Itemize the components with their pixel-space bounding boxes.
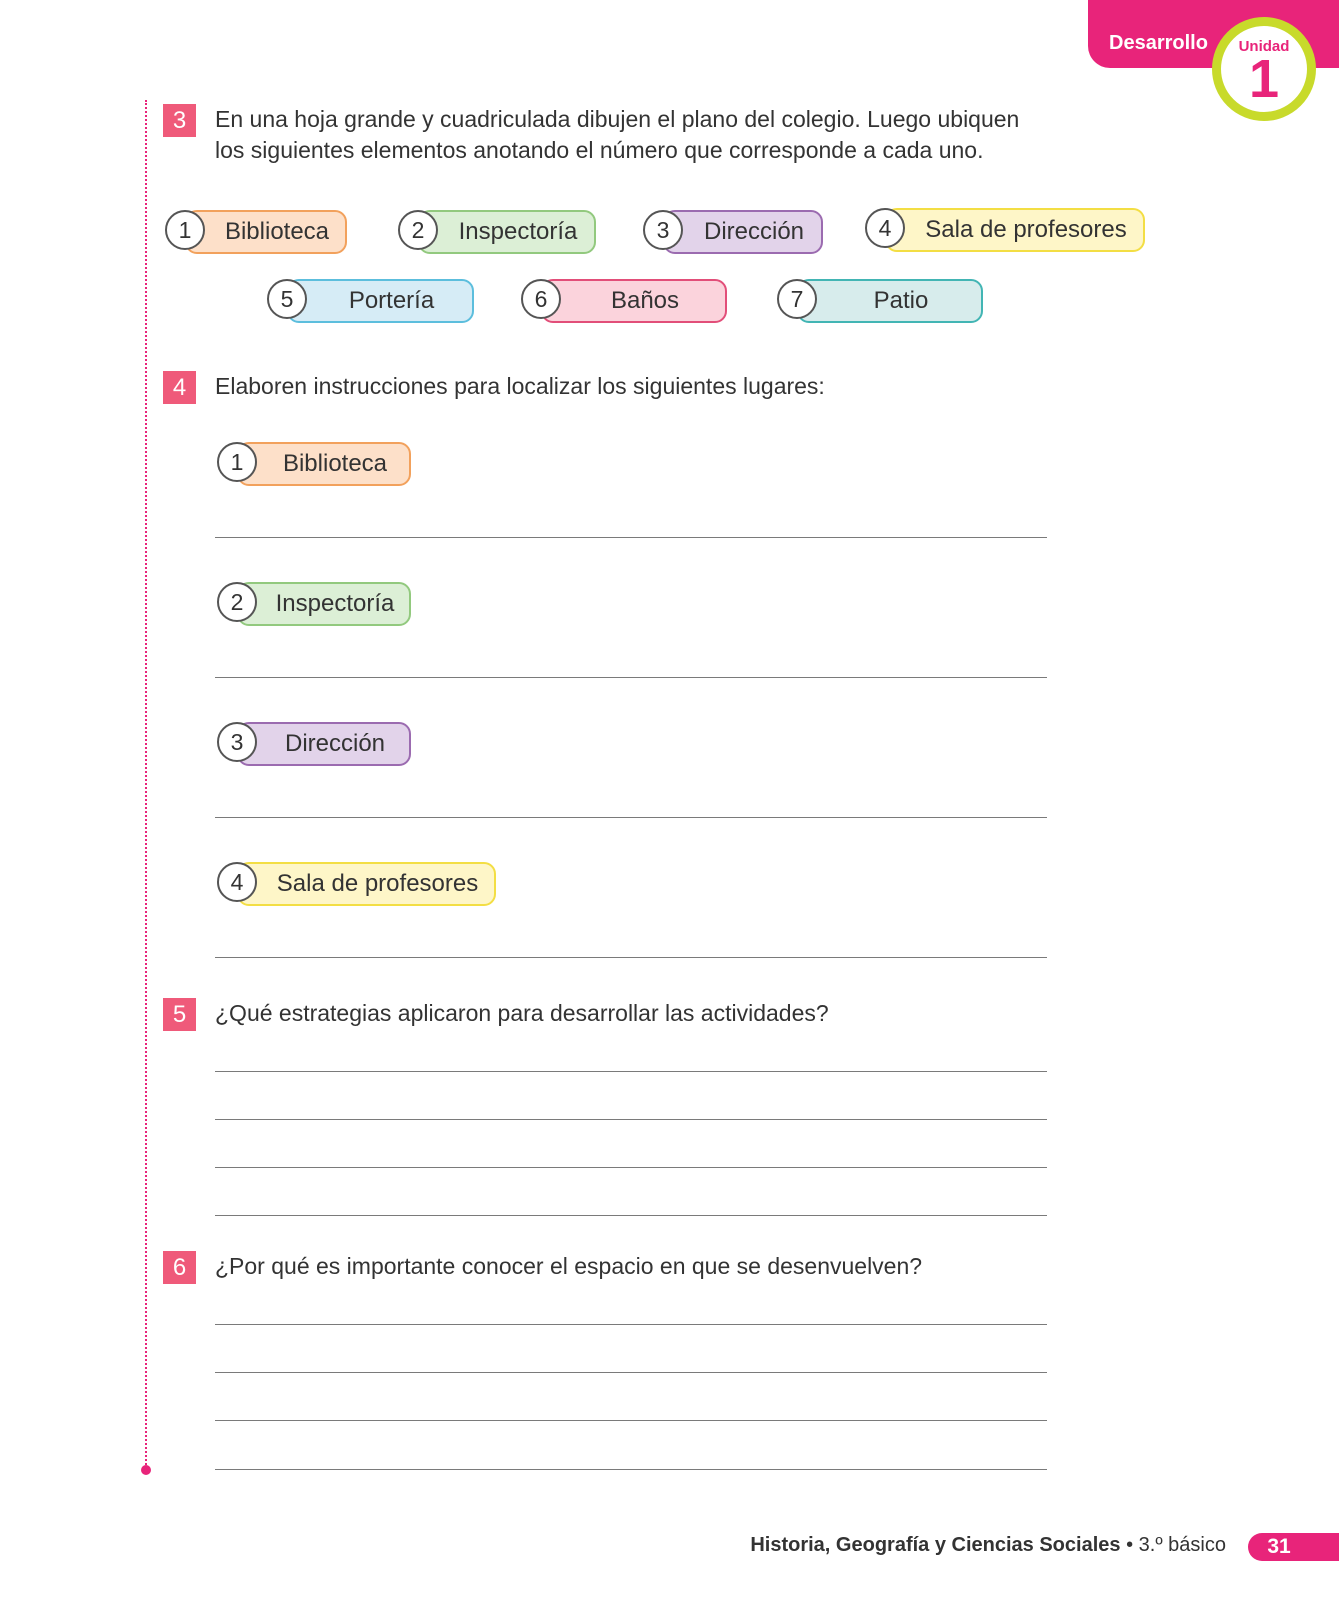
- answer-line[interactable]: [215, 957, 1047, 958]
- unit-number: 1: [1248, 49, 1280, 109]
- margin-end-dot: [141, 1465, 151, 1475]
- label-direccion: [656, 210, 823, 254]
- label-text: Dirección: [284, 730, 386, 757]
- label-text: Inspectoría: [275, 590, 395, 617]
- label-patio: [790, 279, 983, 323]
- section-label: Desarrollo: [1109, 32, 1208, 54]
- answer-line[interactable]: [215, 1324, 1047, 1325]
- place-inspectoria: [230, 582, 411, 626]
- answer-line[interactable]: [215, 1167, 1047, 1168]
- label-number: 1: [165, 210, 205, 250]
- place-direccion: [230, 722, 411, 766]
- label-inspectoria: [411, 210, 596, 254]
- activity-5-number: 5: [163, 998, 196, 1031]
- footer-separator: •: [1126, 1534, 1134, 1556]
- label-text: Sala de profesores: [276, 870, 479, 897]
- label-text: Biblioteca: [224, 218, 330, 245]
- label-number: 2: [217, 582, 257, 622]
- label-number: 4: [865, 208, 905, 248]
- label-number: 3: [643, 210, 683, 250]
- label-text: Patio: [873, 287, 929, 314]
- label-number: 2: [398, 210, 438, 250]
- place-sala-de-profesores: [230, 862, 496, 906]
- label-text: Biblioteca: [282, 450, 388, 477]
- label-text: Baños: [610, 287, 680, 314]
- answer-line[interactable]: [215, 1372, 1047, 1373]
- label-banos: [534, 279, 727, 323]
- answer-line[interactable]: [215, 537, 1047, 538]
- activity-6-number: 6: [163, 1251, 196, 1284]
- answer-line[interactable]: [215, 677, 1047, 678]
- activity-4-text: Elaboren instrucciones para localizar los siguientes lugares:: [215, 373, 825, 399]
- label-sala-de-profesores: [878, 208, 1145, 252]
- label-number: 6: [521, 279, 561, 319]
- place-biblioteca: [230, 442, 411, 486]
- label-porteria: [280, 279, 474, 323]
- answer-line[interactable]: [215, 1119, 1047, 1120]
- answer-line[interactable]: [215, 1420, 1047, 1421]
- label-text: Portería: [348, 287, 435, 314]
- activity-3-text-line2: los siguientes elementos anotando el número que corresponde a cada uno.: [215, 137, 984, 163]
- footer-text: [750, 1534, 1226, 1557]
- label-text: Sala de profesores: [925, 216, 1127, 243]
- label-number: 3: [217, 722, 257, 762]
- margin-dotted-line: [145, 100, 147, 1468]
- answer-line[interactable]: [215, 1469, 1047, 1470]
- page-number-tab: [1248, 1533, 1339, 1561]
- unit-label: Unidad: [1238, 38, 1290, 55]
- page-number: 31: [1267, 1535, 1291, 1558]
- label-text: Dirección: [703, 218, 805, 245]
- footer-grade: 3.º básico: [1138, 1534, 1226, 1556]
- activity-4-number: 4: [163, 371, 196, 404]
- label-number: 7: [777, 279, 817, 319]
- answer-line[interactable]: [215, 1071, 1047, 1072]
- activity-3-text-line1: En una hoja grande y cuadriculada dibujen el plano del colegio. Luego ubiquen: [215, 106, 1020, 132]
- label-text: Inspectoría: [458, 218, 578, 245]
- answer-line[interactable]: [215, 1215, 1047, 1216]
- footer-subject: Historia, Geografía y Ciencias Sociales: [750, 1534, 1121, 1556]
- activity-5-text: ¿Qué estrategias aplicaron para desarrollar las actividades?: [215, 1000, 829, 1026]
- label-number: 4: [217, 862, 257, 902]
- unit-badge: [1212, 17, 1316, 121]
- label-number: 1: [217, 442, 257, 482]
- label-number: 5: [267, 279, 307, 319]
- activity-6-text: ¿Por qué es importante conocer el espacio en que se desenvuelven?: [215, 1253, 923, 1279]
- answer-line[interactable]: [215, 817, 1047, 818]
- activity-3-number: 3: [163, 104, 196, 137]
- label-biblioteca: [178, 210, 347, 254]
